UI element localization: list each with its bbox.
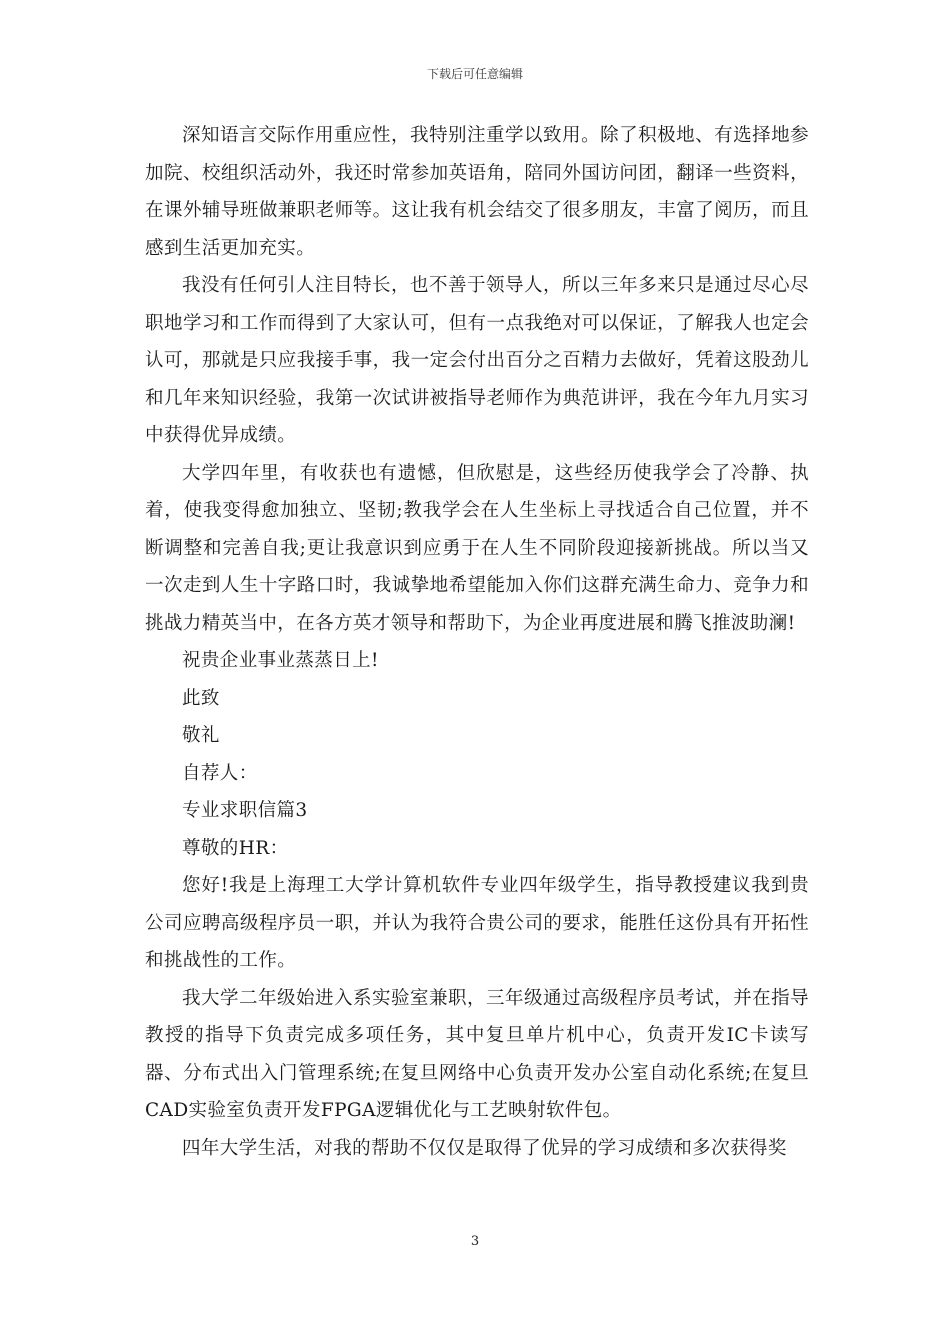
paragraph-work-attitude: 我没有任何引人注目特长，也不善于领导人，所以三年多来只是通过尽心尽职地学习和工作而得到了大家认可，但有一点我绝对可以保证，了解我人也定会认可，那就是只应我接手事，我一定会付出百分之百精力去做好，凭着这股劲儿和几年来知识经验，我第一次试讲被指导老师作为典范讲评，我在今年九月实习中获得优异成绩。	[145, 275, 809, 446]
closing-salutation: 此致	[182, 687, 220, 709]
paragraph-language-practice: 深知语言交际作用重应性，我特别注重学以致用。除了积极地、有选择地参加院、校组织活动外，我还时常参加英语角，陪同外国访问团，翻译一些资料，在课外辅导班做兼职老师等。这让我有机会结交了很多朋友，丰富了阅历，而且感到生活更加充实。	[145, 125, 809, 259]
paragraph-introduction: 您好!我是上海理工大学计算机软件专业四年级学生，指导教授建议我到贵公司应聘高级程序员一职，并认为我符合贵公司的要求，能胜任这份具有开拓性和挑战性的工作。	[145, 875, 809, 971]
paragraph-college-life: 四年大学生活，对我的帮助不仅仅是取得了优异的学习成绩和多次获得奖	[182, 1137, 787, 1159]
signature-label: 自荐人：	[182, 762, 258, 784]
document-body	[145, 117, 809, 1167]
page-number: 3	[470, 1234, 480, 1249]
closing-wish: 祝贵企业事业蒸蒸日上!	[182, 650, 379, 671]
section-title: 专业求职信篇3	[182, 800, 308, 821]
paragraph-experience: 我大学二年级始进入系实验室兼职，三年级通过高级程序员考试，并在指导教授的指导下负责完成多项任务，其中复旦单片机中心，负责开发IC卡读写器、分布式出入门管理系统;在复旦网络中心负责开发办公室自动化系统;在复旦CAD实验室负责开发FPGA逻辑优化与工艺映射软件包。	[145, 987, 809, 1121]
paragraph-university-years: 大学四年里，有收获也有遗憾，但欣慰是，这些经历使我学会了冷静、执着，使我变得愈加独立、坚韧;教我学会在人生坐标上寻找适合自己位置，并不断调整和完善自我;更让我意识到应勇于在人生不同阶段迎接新挑战。所以当又一次走到人生十字路口时，我诚挚地希望能加入你们这群充满生命力、竞争力和挑战力精英当中，在各方英才领导和帮助下，为企业再度进展和腾飞推波助澜!	[145, 462, 809, 634]
closing-regards: 敬礼	[182, 725, 220, 746]
letter-greeting: 尊敬的HR：	[182, 837, 289, 859]
page-header: 下载后可任意编辑	[426, 67, 523, 81]
